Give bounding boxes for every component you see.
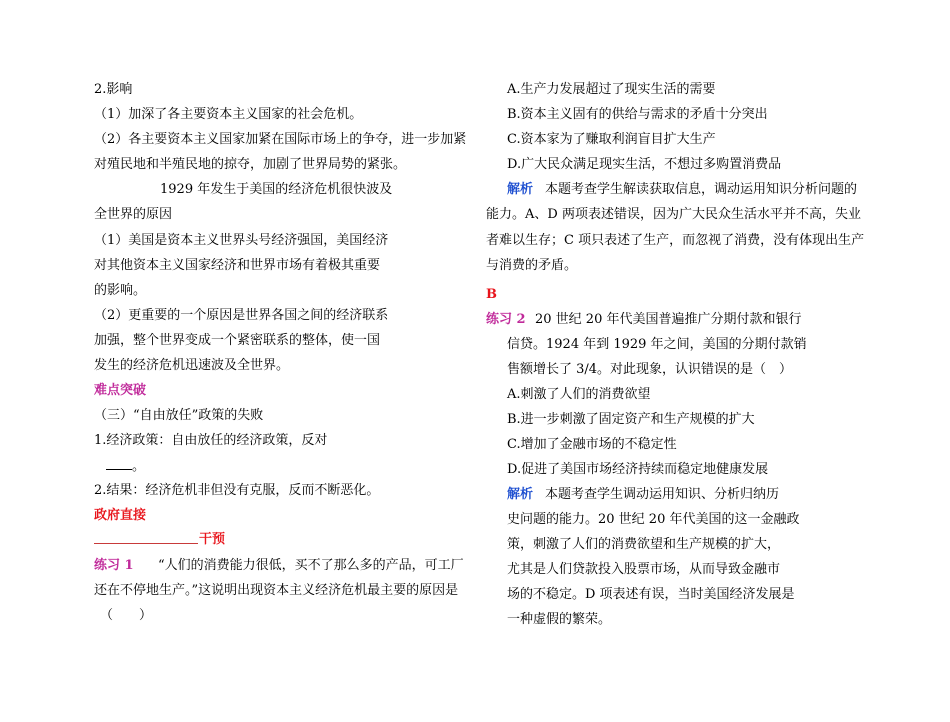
text-line: 对殖民地和半殖民地的掠夺，加剧了世界局势的紧张。 <box>94 157 407 172</box>
text-line: 加强，整个世界变成一个紧密联系的整体，使一国 <box>94 333 381 348</box>
analysis-label: 解析 <box>507 487 534 502</box>
option-d: D.促进了美国市场经济持续而稳定地健康发展 <box>507 462 769 477</box>
fill-blank-line <box>106 458 145 475</box>
text-line: 1929 年发生于美国的经济危机很快波及 <box>160 182 393 197</box>
text-line: 售额增长了 3/4。对此现象，认识错误的是（ ） <box>507 362 793 377</box>
blank-underline <box>106 458 132 470</box>
text-line: （2）更重要的一个原因是世界各国之间的经济联系 <box>94 308 389 323</box>
option-c: C.增加了金融市场的不稳定性 <box>507 437 677 452</box>
text-line: 还在不停地生产。”这说明出现资本主义经济危机最主要的原因是 <box>94 583 459 598</box>
text-line: 尤其是人们贷款投入股票市场，从而导致金融市 <box>507 562 781 577</box>
option-a: A.刺激了人们的消费欲望 <box>507 387 651 402</box>
text-line: 本题考查学生解读获取信息，调动运用知识分析问题的 <box>545 182 858 197</box>
text-line: 能力。A、D 两项表述错误，因为广大民众生活水平并不高，失业 <box>486 207 861 222</box>
text-line: 场的不稳定。D 项表述有误，当时美国经济发展是 <box>507 587 795 602</box>
text-line: 者难以生存；C 项只表述了生产，而忽视了消费，没有体现出生产 <box>486 233 865 248</box>
text-line: （1）美国是资本主义世界头号经济强国，美国经济 <box>94 233 389 248</box>
answer-heading: 政府直接 <box>94 508 147 523</box>
option-b: B.资本主义固有的供给与需求的矛盾十分突出 <box>507 107 768 122</box>
text-line: 2.影响 <box>94 82 133 97</box>
answer-underline <box>94 543 198 544</box>
option-d: D.广大民众满足现实生活，不想过多购置消费品 <box>507 157 782 172</box>
text-line: 1.经济政策：自由放任的经济政策，反对 <box>94 433 328 448</box>
text-line: “人们的消费能力很低，买不了那么多的产品，可工厂 <box>158 558 464 573</box>
text-line: 史问题的能力。20 世纪 20 年代美国的这一金融政 <box>507 512 800 527</box>
text-line: 与消费的矛盾。 <box>486 258 578 273</box>
text-line: （2）各主要资本主义国家加紧在国际市场上的争夺，进一步加紧 <box>94 132 467 147</box>
text-line: （ ） <box>100 608 153 623</box>
text-line: 全世界的原因 <box>94 207 173 222</box>
text-line: 发生的经济危机迅速波及全世界。 <box>94 358 290 373</box>
exercise-label: 练习 1 <box>94 558 134 573</box>
text-line: 信贷。1924 年到 1929 年之间，美国的分期付款销 <box>507 337 807 352</box>
analysis-label: 解析 <box>507 182 534 197</box>
option-a: A.生产力发展超过了现实生活的需要 <box>507 82 716 97</box>
text-line: 策，刺激了人们的消费欲望和生产规模的扩大， <box>507 537 781 552</box>
text-line-tail: 。 <box>132 459 146 474</box>
section-heading: 难点突破 <box>94 383 147 398</box>
answer-letter: B <box>486 287 497 302</box>
text-line: （1）加深了各主要资本主义国家的社会危机。 <box>94 107 363 122</box>
text-line: 对其他资本主义国家经济和世界市场有着极其重要 <box>94 258 381 273</box>
text-line: 一种虚假的繁荣。 <box>507 612 612 627</box>
option-c: C.资本家为了赚取利润盲目扩大生产 <box>507 132 716 147</box>
text-line: 20 世纪 20 年代美国普遍推广分期付款和银行 <box>535 312 802 327</box>
text-line: （三）“自由放任”政策的失败 <box>94 408 264 423</box>
exercise-label: 练习 2 <box>486 312 526 327</box>
text-line: 2.结果：经济危机非但没有克服，反而不断恶化。 <box>94 483 380 498</box>
text-line: 本题考查学生调动运用知识、分析归纳历 <box>545 487 780 502</box>
answer-heading: 干预 <box>199 532 226 547</box>
option-b: B.进一步刺激了固定资产和生产规模的扩大 <box>507 412 755 427</box>
text-line: 的影响。 <box>94 283 147 298</box>
